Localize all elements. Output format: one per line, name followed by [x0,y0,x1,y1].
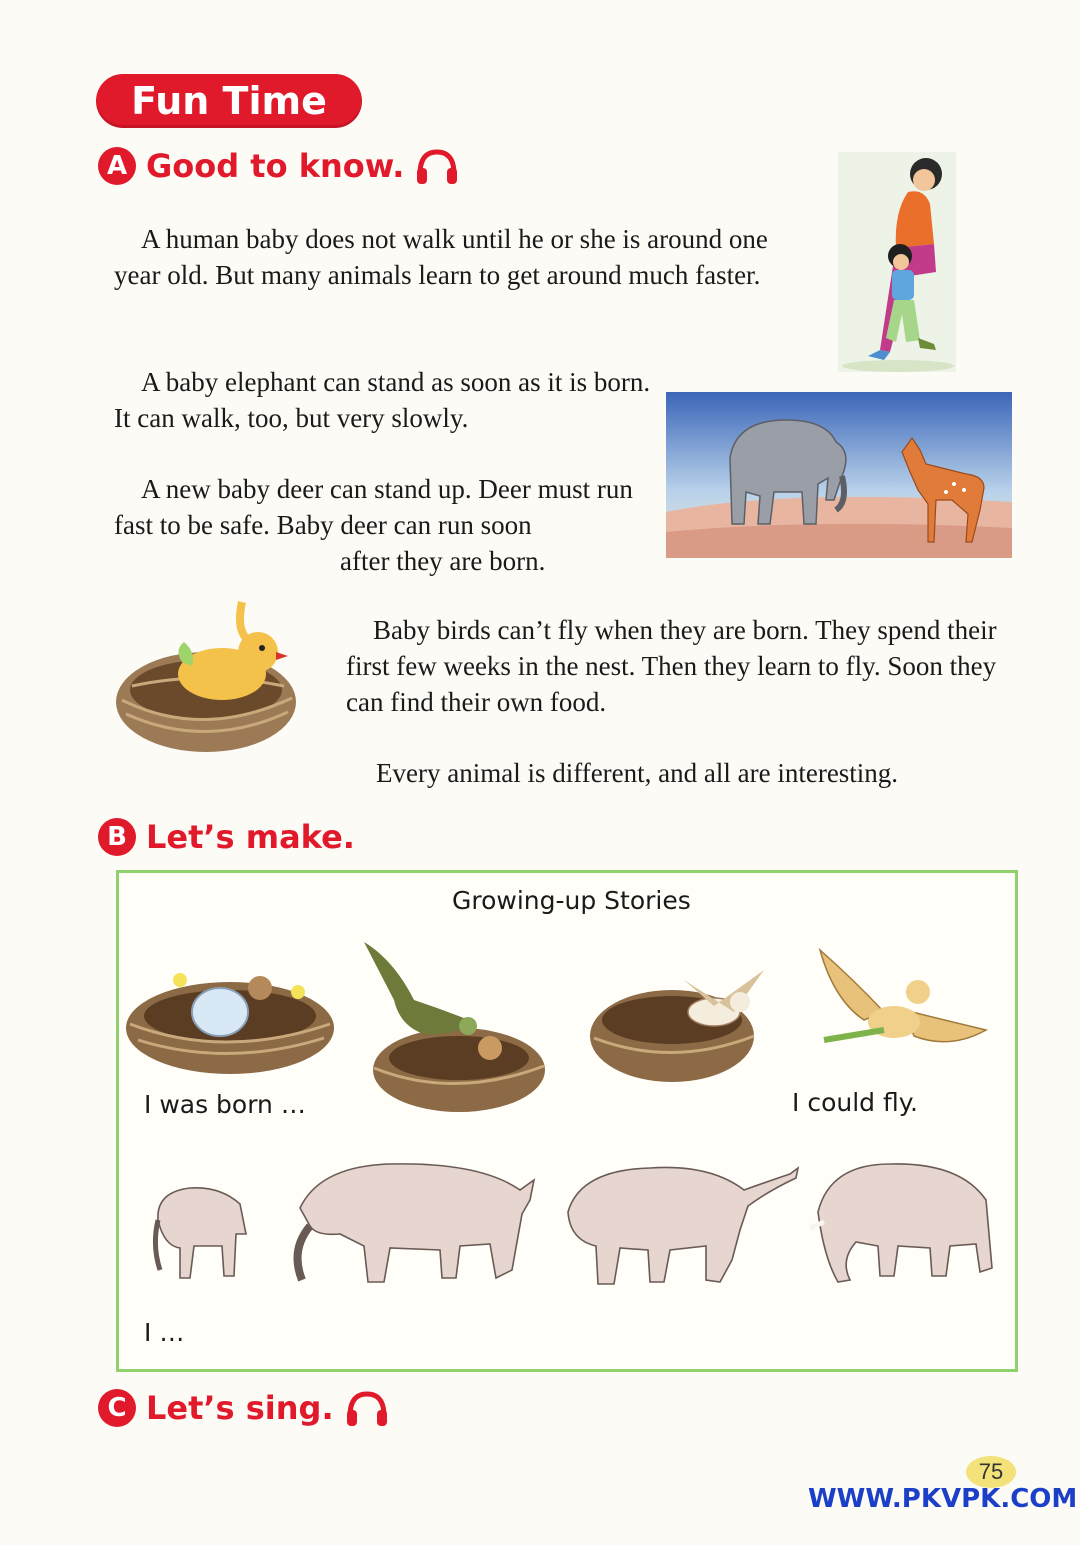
mother-feeding-chick-illustration [364,942,545,1112]
hatching-egg-nest-illustration [126,973,334,1074]
paragraph-every-animal: Every animal is different, and all are interesting. [376,758,899,788]
page-number: 75 [966,1456,1016,1488]
elephant-growth-sequence [150,1150,1000,1290]
section-b-heading [98,818,355,856]
headphones-icon[interactable] [344,1388,390,1428]
fun-time-banner: Fun Time [96,74,362,128]
paragraph-deer: A new baby deer can stand up. Deer must run fast to be safe. Baby deer can run soon [114,474,633,540]
section-a-title: Good to know. [146,147,405,185]
paragraph-deer-tail: after they are born. [340,546,546,576]
mother-child-illustration [838,152,956,372]
paragraph-elephant: A baby elephant can stand as soon as it is born. It can walk, too, but very slowly. [114,367,651,433]
section-b-title: Let’s make. [146,818,355,856]
baby-elephant-illustration [155,1188,246,1278]
section-a-badge: A [98,147,136,185]
website-watermark[interactable]: WWW.PKVPK.COM [808,1484,1078,1514]
flying-bird-illustration [820,950,986,1042]
caption-i-was-born: I was born … [144,1090,306,1119]
adult-elephant-illustration [810,1164,992,1282]
paragraph-human-baby: A human baby does not walk until he or she is around one year old. But many animals learn to get around much faster. [114,224,768,290]
caption-i: I … [144,1318,185,1347]
baby-bird-nest-illustration [112,590,300,756]
young-elephant-illustration [298,1164,535,1282]
caption-i-could-fly: I could fly. [792,1088,918,1117]
young-bird-nest-illustration [590,970,764,1082]
section-a-heading [98,146,460,186]
elephant-deer-illustration [666,392,1012,558]
section-c-title: Let’s sing. [146,1389,334,1427]
section-b-badge: B [98,818,136,856]
headphones-icon[interactable] [414,146,460,186]
box-title: Growing-up Stories [452,886,691,915]
section-c-badge: C [98,1389,136,1427]
growing-elephant-illustration [568,1167,798,1284]
paragraph-birds: Baby birds can’t fly when they are born. They spend their first few weeks in the nest. Then they learn to fly. Soon they can find their own food. [346,615,997,717]
section-c-heading [98,1388,390,1428]
